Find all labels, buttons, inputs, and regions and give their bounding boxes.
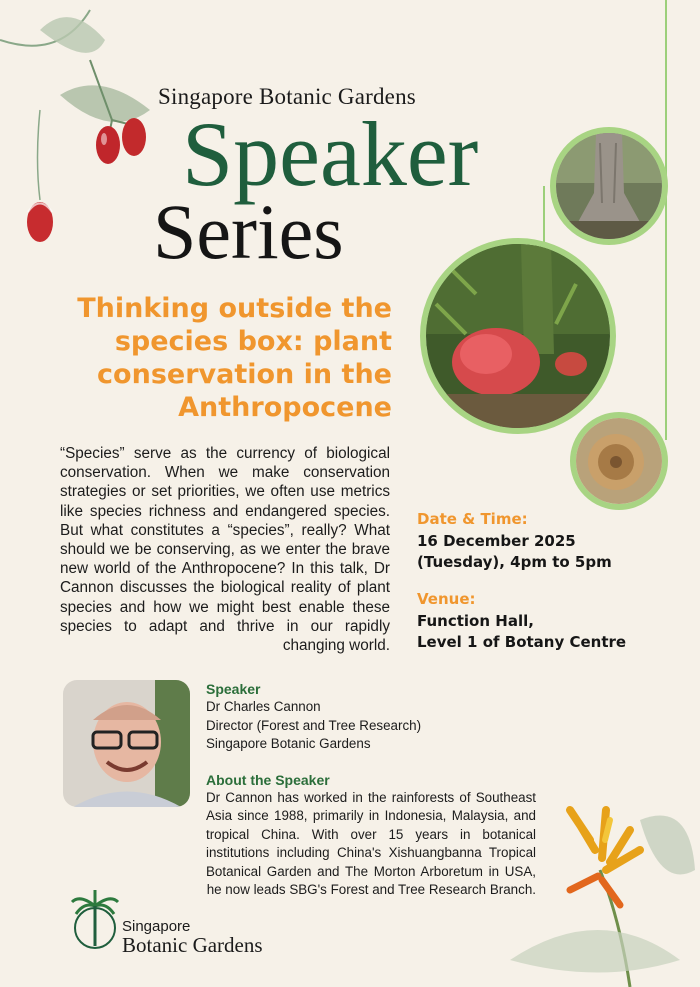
speaker-heading: Speaker — [206, 681, 261, 697]
logo-text-line1: Singapore — [122, 918, 191, 935]
decorative-line — [665, 0, 667, 440]
talk-abstract: “Species” serve as the currency of biological conservation. When we make conservation strategies or set priorities, we often use metrics like species richness and endangered species. But what constitutes a “species”, really? What should we be conserving, as we enter the brave new world of the Anthropocene? In this talk, Dr Cannon discusses the biological reality of plant species and how we might best enable these species to adapt and thrive in our rapidly changing world. — [60, 445, 390, 655]
event-details — [417, 510, 687, 653]
venue-line2: Level 1 of Botany Centre — [417, 633, 627, 651]
mushroom-photo — [570, 412, 668, 510]
about-heading: About the Speaker — [206, 771, 330, 788]
tree-roots-photo — [550, 127, 668, 245]
venue-label: Venue: — [417, 590, 476, 608]
title-speaker: Speaker — [182, 103, 479, 205]
organization-name: Singapore Botanic Gardens — [158, 84, 416, 109]
venue-line1: Function Hall, — [417, 612, 534, 630]
date-value: 16 December 2025 — [417, 532, 576, 550]
botanical-illustration-top — [0, 0, 160, 260]
speaker-photo — [63, 680, 190, 807]
palm-tree-logo-icon — [70, 888, 120, 954]
speaker-section — [206, 680, 536, 900]
talk-title: Thinking outside the species box: plant conservation in the Anthropocene — [77, 293, 392, 423]
forest-floor-photo — [420, 238, 616, 434]
logo-text-line2: Botanic Gardens — [122, 933, 263, 957]
about-text: Dr Cannon has worked in the rainforests of Southeast Asia since 1988, primarily in Indonesia, Malaysia, and tropical China. With over 15 years in botanical institutions including China's Xishuangbanna Tropical Botanical Garden and The Morton Arboretum in USA, he now leads SBG's Forest and Tree Research Branch. — [206, 789, 536, 897]
title-series: Series — [153, 188, 344, 275]
speaker-name: Dr Charles Cannon — [206, 699, 321, 714]
speaker-org: Singapore Botanic Gardens — [206, 736, 371, 751]
flower-illustration — [510, 780, 700, 987]
logo — [70, 888, 310, 958]
time-value: (Tuesday), 4pm to 5pm — [417, 553, 612, 571]
date-time-label: Date & Time: — [417, 510, 528, 528]
speaker-role: Director (Forest and Tree Research) — [206, 717, 422, 733]
